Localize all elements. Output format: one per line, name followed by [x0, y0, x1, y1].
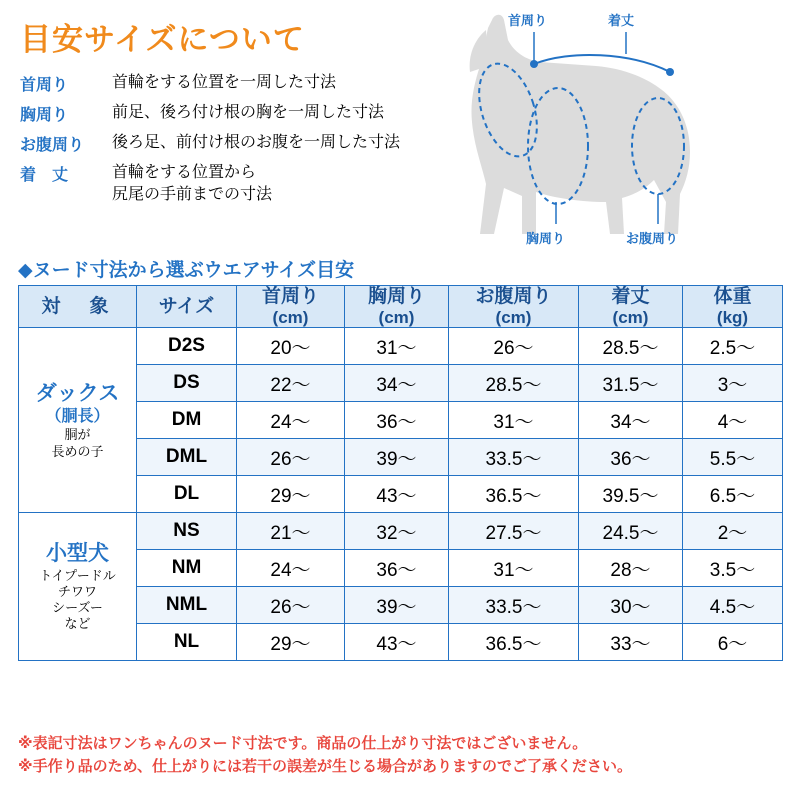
cell-belly: 26〜 — [449, 328, 579, 365]
cell-weight: 6〜 — [683, 624, 783, 661]
cell-size: NL — [137, 624, 237, 661]
column-header-length-label: 着丈 — [611, 286, 650, 307]
column-header-neck — [237, 286, 345, 328]
cell-size: NML — [137, 587, 237, 624]
cell-chest: 34〜 — [345, 365, 449, 402]
length-end-dot — [666, 68, 674, 76]
cell-belly: 33.5〜 — [449, 587, 579, 624]
group-note-line1: トイプードル — [39, 567, 116, 583]
cell-neck: 26〜 — [237, 439, 345, 476]
column-header-size: サイズ — [137, 286, 237, 328]
diagram-label-length: 着丈 — [608, 13, 635, 28]
table-body — [19, 328, 783, 661]
diagram-label-neck: 首周り — [508, 13, 548, 28]
cell-chest: 32〜 — [345, 513, 449, 550]
definition-term: お腹周り — [20, 137, 85, 154]
cell-size: DS — [137, 365, 237, 402]
definition-row — [20, 162, 500, 205]
group-title: 小型犬 — [46, 542, 109, 566]
group-subtitle: （胴長） — [45, 408, 110, 426]
cell-neck: 29〜 — [237, 624, 345, 661]
cell-belly: 31〜 — [449, 550, 579, 587]
cell-size: NM — [137, 550, 237, 587]
column-header-chest — [345, 286, 449, 328]
cell-length: 28.5〜 — [579, 328, 683, 365]
group-cell-dachshund — [19, 328, 137, 513]
cell-belly: 36.5〜 — [449, 624, 579, 661]
cell-belly: 27.5〜 — [449, 513, 579, 550]
page-title: 目安サイズについて — [20, 22, 305, 57]
cell-size: DML — [137, 439, 237, 476]
footnotes — [18, 732, 788, 779]
definition-desc: 首輪をする位置を一周した寸法 — [112, 74, 337, 91]
definition-row — [20, 102, 500, 125]
column-header-length-unit: (cm) — [612, 307, 649, 327]
cell-belly: 28.5〜 — [449, 365, 579, 402]
definition-row — [20, 72, 500, 95]
diagram-label-chest: 胸周り — [526, 231, 566, 246]
cell-weight: 6.5〜 — [683, 476, 783, 513]
definition-desc-line1: 首輪をする位置から — [112, 164, 257, 181]
cell-neck: 29〜 — [237, 476, 345, 513]
cell-chest: 39〜 — [345, 439, 449, 476]
column-header-belly-label: お腹周り — [475, 286, 552, 307]
group-note-line4: など — [64, 616, 91, 632]
column-header-weight-unit: (kg) — [716, 307, 749, 327]
definition-desc: 前足、後ろ付け根の胸を一周した寸法 — [112, 104, 385, 121]
table-header-row — [19, 286, 783, 328]
cell-length: 28〜 — [579, 550, 683, 587]
cell-length: 34〜 — [579, 402, 683, 439]
cell-neck: 24〜 — [237, 550, 345, 587]
cell-size: NS — [137, 513, 237, 550]
column-header-neck-unit: (cm) — [272, 307, 309, 327]
table-row — [19, 328, 783, 365]
cell-belly: 31〜 — [449, 402, 579, 439]
definition-row — [20, 132, 500, 155]
diagram-label-belly: お腹周り — [626, 231, 679, 246]
section-heading: ◆ヌード寸法から選ぶウエアサイズ目安 — [18, 260, 355, 281]
cell-length: 36〜 — [579, 439, 683, 476]
definition-desc: 後ろ足、前付け根のお腹を一周した寸法 — [112, 134, 401, 151]
cell-neck: 24〜 — [237, 402, 345, 439]
footnote-1: ※表記寸法はワンちゃんのヌード寸法です。商品の仕上がり寸法ではございません。 — [18, 735, 588, 752]
cell-length: 33〜 — [579, 624, 683, 661]
cell-chest: 43〜 — [345, 476, 449, 513]
column-header-length — [579, 286, 683, 328]
column-header-weight-label: 体重 — [713, 286, 752, 307]
cell-weight: 5.5〜 — [683, 439, 783, 476]
column-header-belly-unit: (cm) — [495, 307, 532, 327]
table-row — [19, 513, 783, 550]
cell-chest: 43〜 — [345, 624, 449, 661]
column-header-chest-unit: (cm) — [378, 307, 415, 327]
cell-neck: 20〜 — [237, 328, 345, 365]
group-title: ダックス — [35, 382, 120, 406]
definition-desc-line2: 尻尾の手前までの寸法 — [112, 185, 273, 203]
cell-weight: 4〜 — [683, 402, 783, 439]
cell-size: D2S — [137, 328, 237, 365]
group-cell-small-dog — [19, 513, 137, 661]
cell-neck: 22〜 — [237, 365, 345, 402]
cell-weight: 2〜 — [683, 513, 783, 550]
dog-measurement-diagram — [430, 6, 795, 256]
cell-length: 31.5〜 — [579, 365, 683, 402]
cell-chest: 39〜 — [345, 587, 449, 624]
cell-weight: 3〜 — [683, 365, 783, 402]
cell-belly: 36.5〜 — [449, 476, 579, 513]
cell-neck: 21〜 — [237, 513, 345, 550]
definition-term: 胸周り — [20, 107, 69, 124]
cell-size: DM — [137, 402, 237, 439]
cell-chest: 36〜 — [345, 402, 449, 439]
cell-chest: 36〜 — [345, 550, 449, 587]
column-header-neck-label: 首周り — [261, 286, 319, 307]
cell-length: 39.5〜 — [579, 476, 683, 513]
column-header-target: 対 象 — [19, 286, 137, 328]
cell-weight: 2.5〜 — [683, 328, 783, 365]
cell-belly: 33.5〜 — [449, 439, 579, 476]
dog-silhouette — [471, 15, 690, 234]
group-note-line3: シーズー — [52, 600, 103, 616]
measurement-definitions — [20, 72, 500, 212]
cell-weight: 3.5〜 — [683, 550, 783, 587]
size-table — [18, 285, 783, 661]
cell-neck: 26〜 — [237, 587, 345, 624]
column-header-chest-label: 胸周り — [367, 286, 425, 307]
column-header-weight — [683, 286, 783, 328]
group-note-line1: 胴が — [64, 427, 91, 443]
footnote-2: ※手作り品のため、仕上がりには若干の誤差が生じる場合がありますのでご了承ください。 — [18, 758, 632, 776]
definition-term: 首周り — [20, 77, 69, 94]
definition-desc — [112, 162, 272, 205]
cell-weight: 4.5〜 — [683, 587, 783, 624]
cell-length: 30〜 — [579, 587, 683, 624]
cell-chest: 31〜 — [345, 328, 449, 365]
group-note-line2: 長めの子 — [51, 443, 104, 459]
dog-illustration — [430, 6, 795, 256]
column-header-belly — [449, 286, 579, 328]
cell-size: DL — [137, 476, 237, 513]
cell-length: 24.5〜 — [579, 513, 683, 550]
group-note-line2: チワワ — [57, 583, 97, 599]
definition-term: 着 丈 — [20, 167, 69, 184]
dog-head-shape — [470, 30, 488, 72]
table-header — [19, 286, 783, 328]
